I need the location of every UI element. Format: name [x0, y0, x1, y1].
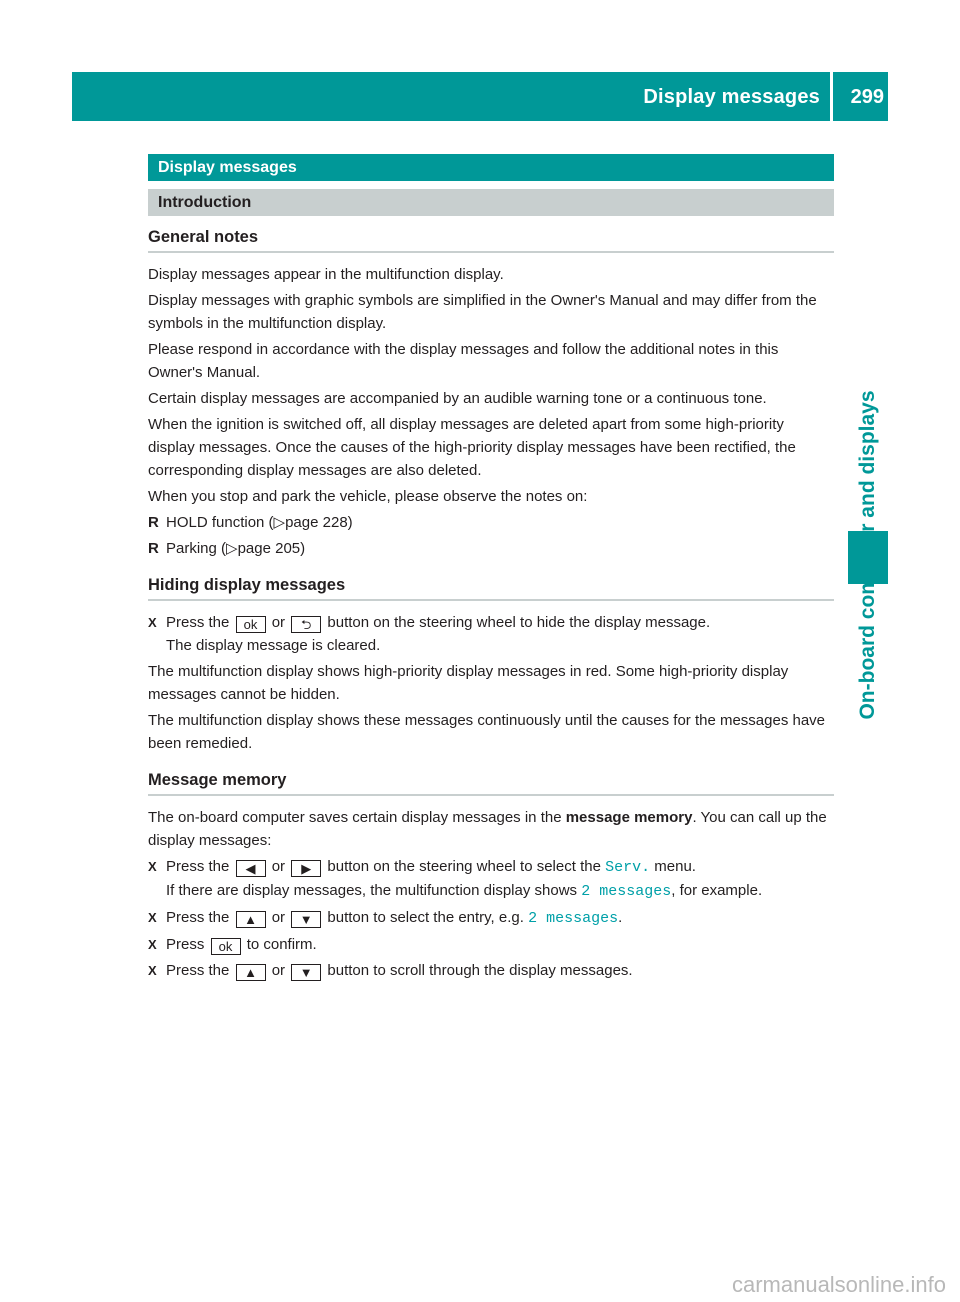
page-ref-arrow-icon: ▷ [273, 514, 286, 531]
display-text: 2 messages [581, 883, 672, 900]
page-ref-arrow-icon: ▷ [226, 540, 238, 557]
list-item: R Parking (▷page 205) [148, 537, 834, 560]
instruction-step: X Press ok to confirm. [148, 933, 834, 956]
display-text: Serv. [605, 859, 651, 876]
left-key-icon: ◀ [236, 860, 266, 877]
page-header [72, 72, 888, 121]
step-arrow-icon: X [148, 615, 157, 630]
step-arrow-icon: X [148, 859, 157, 874]
side-tab-marker [848, 531, 888, 584]
step-arrow-icon: X [148, 937, 157, 952]
list-item: R HOLD function (▷page 228) [148, 511, 834, 534]
subsection-title: Introduction [148, 189, 834, 216]
paragraph: Please respond in accordance with the display messages and follow the additional notes in this Owner's Manual. [148, 341, 779, 381]
section-title: Display messages [148, 154, 834, 181]
instruction-step: X Press the ◀ or ▶ button on the steering wheel to select the Serv. menu. If there are display messages, the multifunction display shows 2 messages, for example. [148, 855, 834, 903]
back-key-icon: ⮌ [291, 616, 321, 633]
paragraph: When the ignition is switched off, all display messages are deleted apart from some high-priority display messages. Once the causes of the high-priority display messages have been rectified, the corresponding display messages are also deleted. [148, 416, 796, 479]
down-key-icon: ▼ [291, 911, 321, 928]
down-key-icon: ▼ [291, 964, 321, 981]
up-key-icon: ▲ [236, 911, 266, 928]
step-result: The display message is cleared. [166, 637, 381, 654]
right-key-icon: ▶ [291, 860, 321, 877]
step-arrow-icon: X [148, 963, 157, 978]
step-arrow-icon: X [148, 910, 157, 925]
watermark: carmanualsonline.info [731, 1272, 946, 1297]
paragraph: When you stop and park the vehicle, please observe the notes on: [148, 488, 588, 505]
header-separator [830, 72, 833, 121]
instruction-step: X Press the ▲ or ▼ button to select the entry, e.g. 2 messages. [148, 906, 834, 930]
paragraph: The multifunction display shows these messages continuously until the causes for the messages have been remedied. [148, 712, 826, 752]
paragraph: Certain display messages are accompanied by an audible warning tone or a continuous tone. [148, 390, 767, 407]
heading-hiding-messages: Hiding display messages [148, 574, 834, 601]
memory-body [148, 806, 834, 982]
page-content [148, 154, 834, 985]
up-key-icon: ▲ [236, 964, 266, 981]
display-text: 2 messages [528, 910, 619, 927]
paragraph: The multifunction display shows high-priority display messages in red. Some high-priority display messages cannot be hidden. [148, 663, 789, 703]
hiding-body [148, 611, 834, 755]
instruction-step: X Press the ▲ or ▼ button to scroll through the display messages. [148, 959, 834, 982]
bullet-icon: R [148, 514, 159, 531]
page-reference-link[interactable]: page 228 [285, 514, 348, 531]
instruction-step: X Press the ok or ⮌ button on the steering wheel to hide the display message. The display message is cleared. [148, 611, 834, 657]
ok-key-icon: ok [211, 938, 241, 955]
header-title: Display messages [643, 86, 820, 108]
ok-key-icon: ok [236, 616, 266, 633]
page-reference-link[interactable]: page 205 [237, 540, 301, 557]
bullet-icon: R [148, 540, 159, 557]
page-number: 299 [850, 86, 884, 108]
paragraph: The on-board computer saves certain display messages in the message memory. You can call up the display messages: [148, 809, 827, 849]
paragraph: Display messages with graphic symbols are simplified in the Owner's Manual and may differ from the symbols in the multifunction display. [148, 292, 817, 332]
heading-message-memory: Message memory [148, 769, 834, 796]
general-notes-body [148, 263, 834, 560]
side-tab [848, 121, 888, 584]
heading-general-notes: General notes [148, 226, 834, 253]
paragraph: Display messages appear in the multifunction display. [148, 266, 504, 283]
